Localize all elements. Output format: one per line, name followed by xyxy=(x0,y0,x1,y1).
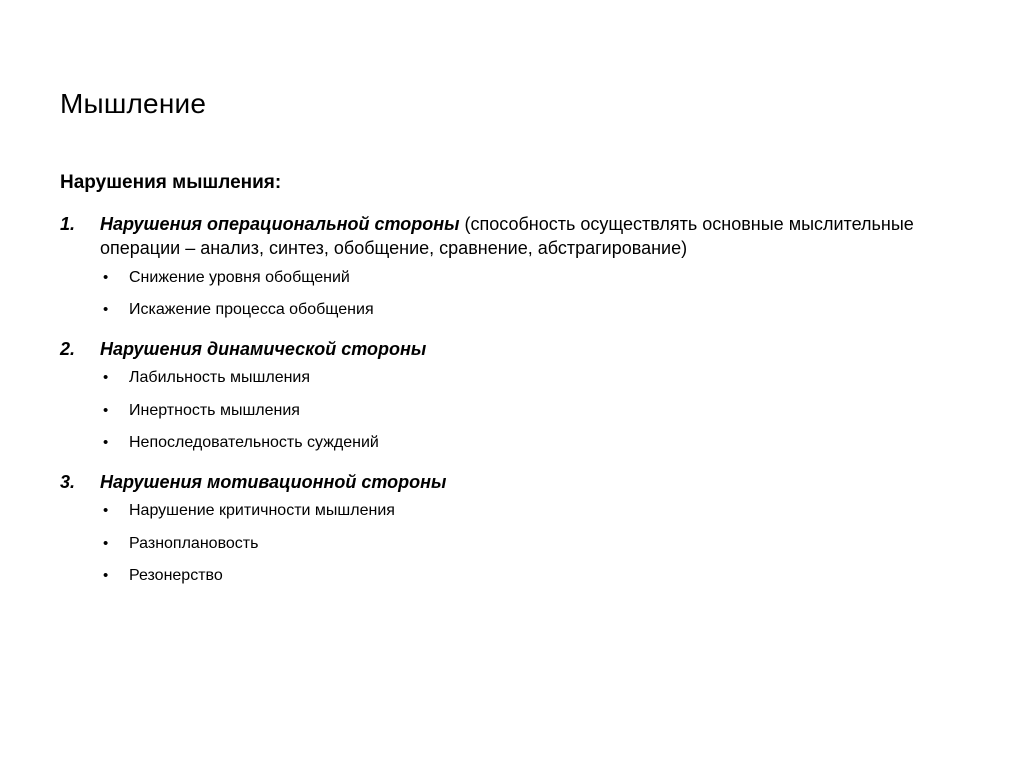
slide-title: Мышление xyxy=(60,88,207,119)
bullet-group-2 xyxy=(60,367,954,454)
bullet-label: Нарушение критичности мышления xyxy=(129,502,395,520)
bullet-label: Искажение процесса обобщения xyxy=(129,301,374,319)
bullet-item xyxy=(60,267,954,289)
bullet-marker: • xyxy=(103,567,109,585)
bullet-marker: • xyxy=(103,434,109,452)
numbered-item-1 xyxy=(60,212,954,261)
bullet-item xyxy=(60,533,954,555)
slide-heading: Нарушения мышления: xyxy=(60,172,282,193)
bullet-item xyxy=(60,299,954,321)
bullet-marker: • xyxy=(103,268,109,286)
item-text xyxy=(100,212,952,261)
bullet-label: Разноплановость xyxy=(129,534,259,552)
bullet-label: Резонерство xyxy=(129,567,223,585)
numbered-item-2 xyxy=(60,337,954,361)
item-lead: Нарушения операциональной стороны xyxy=(100,214,460,234)
bullet-marker: • xyxy=(103,369,109,387)
bullet-item xyxy=(60,565,954,587)
bullet-label: Непоследовательность суждений xyxy=(129,434,379,452)
item-lead: Нарушения мотивационной стороны xyxy=(100,471,447,492)
bullet-marker: • xyxy=(103,301,109,319)
numbered-item-3 xyxy=(60,470,954,494)
bullet-group-1 xyxy=(60,267,954,321)
bullet-label: Инертность мышления xyxy=(129,401,300,419)
bullet-marker: • xyxy=(103,534,109,552)
bullet-label: Снижение уровня обобщений xyxy=(129,268,350,286)
bullet-marker: • xyxy=(103,502,109,520)
item-number: 2. xyxy=(60,338,76,359)
bullet-label: Лабильность мышления xyxy=(129,369,311,387)
bullet-item xyxy=(60,500,954,522)
bullet-item xyxy=(60,432,954,454)
item-text xyxy=(100,470,952,494)
item-lead: Нарушения динамической стороны xyxy=(100,338,427,359)
bullet-item xyxy=(60,367,954,389)
bullet-item xyxy=(60,400,954,422)
bullet-group-3 xyxy=(60,500,954,587)
item-number: 1. xyxy=(60,214,76,234)
item-text xyxy=(100,337,952,361)
item-rest: (способность осуществлять основные мыслительные операции – анализ, синтез, обобщение, сравнение, абстрагирование) xyxy=(100,214,914,259)
bullet-marker: • xyxy=(103,401,109,419)
item-number: 3. xyxy=(60,471,76,492)
